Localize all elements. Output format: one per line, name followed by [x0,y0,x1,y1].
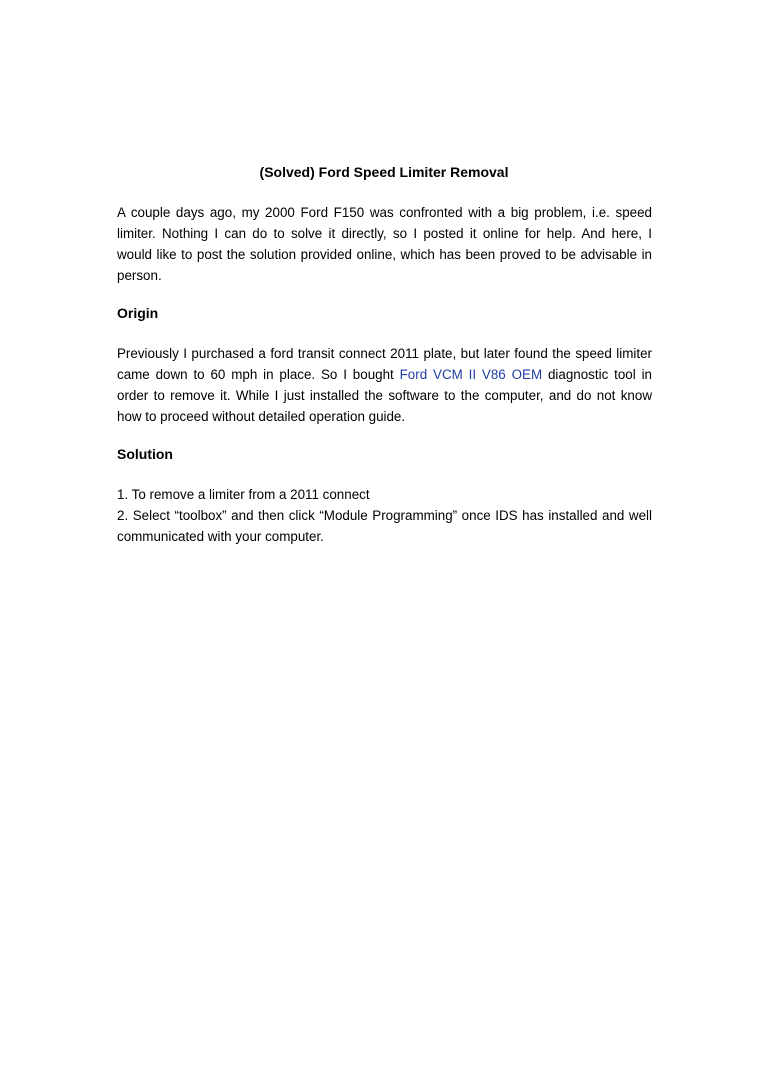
origin-line-with-link [117,364,652,385]
solution-step-2-line: 2. Select “toolbox” and then click “Module Programming” once IDS has installed and well [117,508,652,523]
solution-heading: Solution [117,446,173,462]
product-link[interactable]: Ford VCM II V86 OEM [399,367,543,382]
intro-line: would like to post the solution provided online, which has been proved to be advisable in [117,247,652,262]
solution-step-1: 1. To remove a limiter from a 2011 connect [117,487,370,502]
solution-step-2-line: communicated with your computer. [117,529,324,544]
origin-line-text: came down to 60 mph in place. So I bought [117,367,394,382]
origin-line: Previously I purchased a ford transit connect 2011 plate, but later found the speed limiter [117,346,652,361]
origin-line: order to remove it. While I just installed the software to the computer, and do not know [117,388,652,403]
origin-line: how to proceed without detailed operation guide. [117,409,406,424]
origin-line-text: diagnostic tool in [547,367,652,382]
origin-paragraph [117,343,652,427]
intro-line: person. [117,268,162,283]
document-title: (Solved) Ford Speed Limiter Removal [259,164,509,180]
solution-step-2 [117,505,652,547]
intro-line: limiter. Nothing I can do to solve it directly, so I posted it online for help. And here, I [117,226,652,241]
origin-heading: Origin [117,305,159,321]
intro-paragraph [117,202,652,286]
intro-line: A couple days ago, my 2000 Ford F150 was confronted with a big problem, i.e. speed [117,205,652,220]
